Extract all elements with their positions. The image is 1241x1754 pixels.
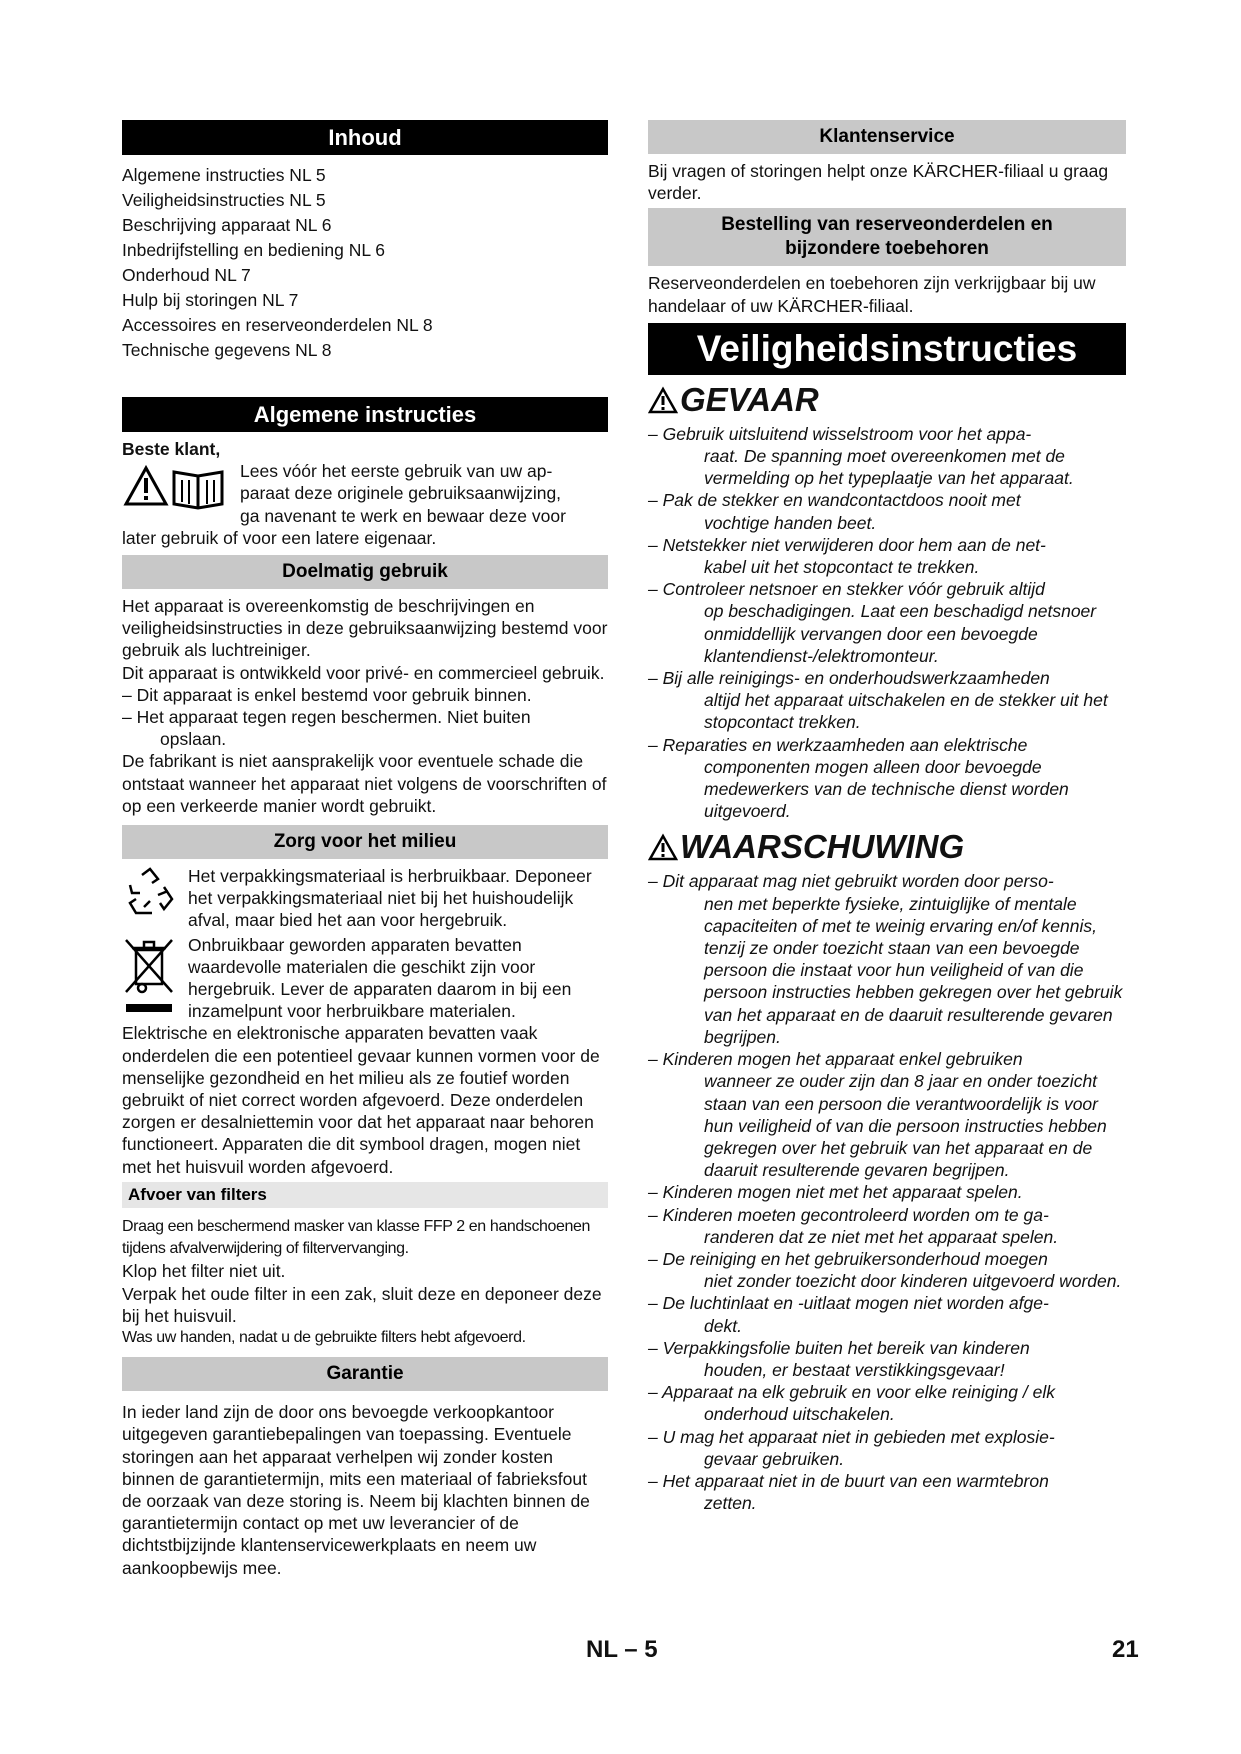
warning-list-wrapper [648, 870, 1126, 1514]
disposal-text: Onbruikbaar geworden apparaten bevatten waardevolle materialen die geschikt zijn voor hergebruik. Lever de apparaten daarom in bij een inzamelpunt voor herbruikbare materialen. [188, 934, 572, 1022]
list-item: – Controleer netsnoer en stekker vóór gebruik altijd op beschadigingen. Laat een beschadigd netsnoer onmiddellijk vervangen door een bevoegde klantendienst-/elektromonteur. [648, 578, 1126, 667]
safety-heading: Veiligheidsinstructies [648, 323, 1126, 375]
warning-triangle-icon [648, 386, 678, 414]
list-item: – Het apparaat tegen regen beschermen. Niet buiten opslaan. [122, 706, 608, 750]
toc-item[interactable]: Algemene instructies NL 5 [122, 165, 326, 185]
intended-use-list [122, 684, 608, 751]
list-item: – Kinderen moeten gecontroleerd worden om te ga- randeren dat ze niet met het apparaat spelen. [648, 1204, 1126, 1248]
filters-paragraph: Was uw handen, nadat u de gebruikte filters hebt afgevoerd. [122, 1328, 526, 1346]
intended-use-paragraph: De fabrikant is niet aansprakelijk voor eventuele schade die ontstaat wanneer het apparaat niet volgens de voorschriften of op een verkeerde manier wordt gebruikt. [122, 751, 607, 816]
general-heading: Algemene instructies [122, 397, 608, 432]
read-manual-icon [122, 460, 230, 510]
recycle-icon [122, 865, 178, 921]
intro-line: Lees vóór het eerste gebruik van uw ap- [240, 461, 553, 482]
packaging-text: Het verpakkingsmateriaal is herbruikbaar. Deponeer het verpakkingsmateriaal niet bij het huishoudelijk afval, maar bied het aan voor hergebruik. [188, 866, 592, 931]
list-item: – Bij alle reinigings- en onderhoudswerkzaamheden altijd het apparaat uitschakelen en de stekker uit het stopcontact trekken. [648, 667, 1126, 734]
filters-paragraph: Draag een beschermend masker van klasse FFP 2 en handschoenen tijdens afvalverwijdering of filtervervanging. [122, 1217, 591, 1258]
list-item: – Gebruik uitsluitend wisselstroom voor het appa- raat. De spanning moet overeenkomen met de vermelding op het typeplaatje van het apparaat. [648, 423, 1126, 490]
toc-item[interactable]: Inbedrijfstelling en bediening NL 6 [122, 240, 386, 260]
toc-item[interactable]: Veiligheidsinstructies NL 5 [122, 190, 326, 210]
list-item: – U mag het apparaat niet in gebieden met explosie- gevaar gebruiken. [648, 1426, 1126, 1470]
danger-title: GEVAAR [648, 381, 1126, 419]
list-item: – Dit apparaat is enkel bestemd voor gebruik binnen. [122, 684, 608, 706]
list-item: – Dit apparaat mag niet gebruikt worden door perso- nen met beperkte fysieke, zintuiglijke of mentale capaciteiten of met te weinig ervaring en/of kennis, tenzij ze onder toezicht staan van een bevoegde persoon die instaat voor hun veiligheid of van die persoon instructies hebben gekregen over het gebruik van het apparaat en de daaruit resulterende gevaren begrijpen. [648, 870, 1126, 1048]
environment-heading: Zorg voor het milieu [122, 825, 608, 859]
warning-list [648, 870, 1126, 1514]
list-item: – Kinderen mogen het apparaat enkel gebruiken wanneer ze ouder zijn dan 8 jaar en onder toezicht staan van een persoon die verantwoordelijk is voor hun veiligheid of van die persoon instructies hebben gekregen over het gebruik van het apparaat en de daaruit resulterende gevaren begrijpen. [648, 1048, 1126, 1181]
list-item: – Netstekker niet verwijderen door hem aan de net- kabel uit het stopcontact te trekken. [648, 534, 1126, 578]
list-item: – Reparaties en werkzaamheden aan elektrische componenten mogen alleen door bevoegde medewerkers van de technische dienst worden uitgevoerd. [648, 734, 1126, 823]
toc-item[interactable]: Technische gegevens NL 8 [122, 340, 332, 360]
toc-item[interactable]: Hulp bij storingen NL 7 [122, 290, 299, 310]
parts-paragraph: Reserveonderdelen en toebehoren zijn verkrijgbaar bij uw handelaar of uw KÄRCHER-filiaal. [648, 273, 1096, 316]
footer-page-label: – 5 [624, 1636, 658, 1663]
page-number: 21 [1112, 1636, 1139, 1663]
intro-line: later gebruik of voor een latere eigenaar. [122, 527, 437, 548]
filters-heading: Afvoer van filters [122, 1182, 608, 1208]
disposal-notice [122, 934, 608, 1023]
warning-title: WAARSCHUWING [648, 828, 1126, 866]
greeting: Beste klant, [122, 439, 221, 459]
intended-use-paragraph: Dit apparaat is ontwikkeld voor privé- en commercieel gebruik. [122, 662, 605, 683]
toc-heading: Inhoud [122, 120, 608, 155]
list-item: – Kinderen mogen niet met het apparaat spelen. [648, 1181, 1126, 1203]
toc-item[interactable]: Onderhoud NL 7 [122, 265, 251, 285]
list-item: – De luchtinlaat en -uitlaat mogen niet worden afge- dekt. [648, 1292, 1126, 1336]
footer-label [586, 1636, 658, 1664]
list-item: – Pak de stekker en wandcontactdoos nooit met vochtige handen beet. [648, 489, 1126, 533]
intro-line: ga navenant te werk en bewaar deze voor [240, 505, 566, 526]
electronics-text: Elektrische en elektronische apparaten bevatten vaak onderdelen die een potentieel gevaar kunnen vormen voor de menselijke gezondheid en het milieu als ze foutief worden gebruikt of niet correct worden afgevoerd. Deze onderdelen zorgen er desalniettemin voor dat het apparaat naar behoren functioneert. Apparaten die dit symbool dragen, mogen niet met het huisvuil worden afgevoerd. [122, 1023, 600, 1177]
intended-use-paragraph: Het apparaat is overeenkomstig de beschrijvingen en veiligheidsinstructies in deze gebruiksaanwijzing bestemd voor gebruik als luchtreiniger. [122, 596, 608, 661]
list-item: – De reiniging en het gebruikersonderhoud moegen niet zonder toezicht door kinderen uitgevoerd worden. [648, 1248, 1126, 1292]
intended-use-heading: Doelmatig gebruik [122, 555, 608, 589]
toc-item[interactable]: Accessoires en reserveonderdelen NL 8 [122, 315, 433, 335]
footer-lang: NL [586, 1636, 618, 1663]
table-of-contents [122, 163, 608, 363]
service-heading: Klantenservice [648, 120, 1126, 154]
list-item: – Apparaat na elk gebruik en voor elke reiniging / elk onderhoud uitschakelen. [648, 1381, 1126, 1425]
list-item: – Het apparaat niet in de buurt van een warmtebron zetten. [648, 1470, 1126, 1514]
danger-list [648, 423, 1126, 823]
danger-list-wrapper [648, 423, 1126, 823]
manual-notice [122, 460, 608, 527]
right-column [648, 120, 1126, 1514]
left-column [122, 120, 608, 1579]
service-paragraph: Bij vragen of storingen helpt onze KÄRCHER-filiaal u graag verder. [648, 161, 1109, 204]
warning-triangle-icon [648, 833, 678, 861]
warranty-paragraph: In ieder land zijn de door ons bevoegde verkoopkantoor uitgegeven garantiebepalingen van toepassing. Eventuele storingen aan het apparaat verhelpen wij zonder kosten binnen de garantietermijn, mits een materiaal of fabrieksfout de oorzaak van deze storing is. Neem bij klachten binnen de garantietermijn contact op met uw leverancier of de dichtstbijzijnde klantenservicewerkplaats en neem uw aankoopbewijs mee. [122, 1402, 590, 1578]
parts-heading: Bestelling van reserveonderdelen en bijzondere toebehoren [648, 208, 1126, 266]
filters-paragraph: Verpak het oude filter in een zak, sluit deze en deponeer deze bij het huisvuil. [122, 1283, 602, 1326]
toc-item[interactable]: Beschrijving apparaat NL 6 [122, 215, 332, 235]
list-item: – Verpakkingsfolie buiten het bereik van kinderen houden, er bestaat verstikkingsgevaar! [648, 1337, 1126, 1381]
intro-line: paraat deze originele gebruiksaanwijzing, [240, 483, 562, 504]
crossed-bin-icon [122, 934, 178, 1016]
filters-paragraph: Klop het filter niet uit. [122, 1261, 286, 1282]
packaging-notice [122, 865, 608, 932]
warranty-heading: Garantie [122, 1357, 608, 1391]
